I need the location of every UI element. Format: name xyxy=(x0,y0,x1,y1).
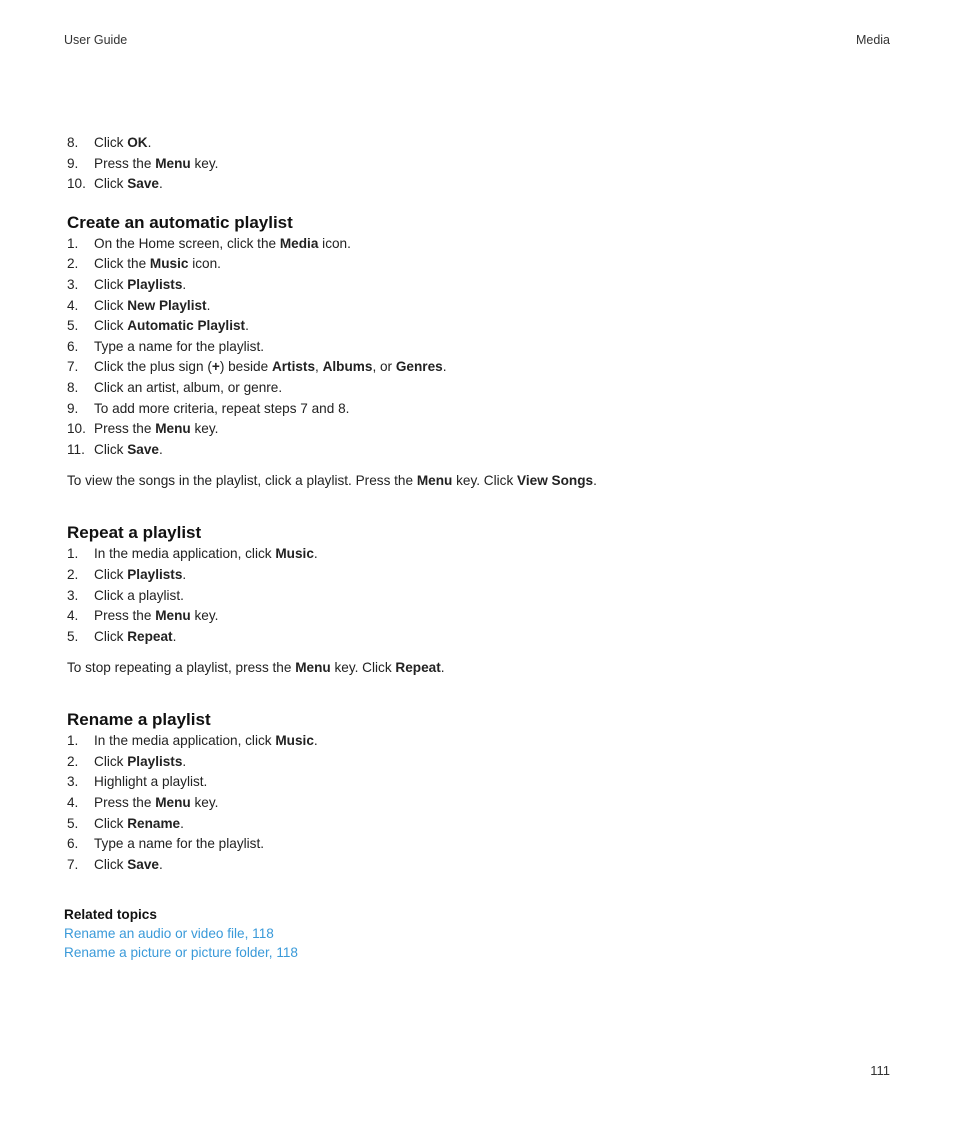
text-run: . xyxy=(245,318,249,334)
text-run: icon. xyxy=(188,256,221,272)
step-text xyxy=(94,339,264,354)
ui-term: Albums xyxy=(322,359,373,375)
step-item xyxy=(67,565,897,586)
step-item xyxy=(67,752,897,773)
step-item xyxy=(67,378,897,399)
ui-term: Repeat xyxy=(395,660,441,676)
step-number: 4. xyxy=(67,297,79,313)
running-header-title: User Guide xyxy=(64,33,128,47)
ui-term: Genres xyxy=(395,359,443,375)
running-header-section: Media xyxy=(855,33,890,47)
step-item xyxy=(67,399,897,420)
step-text xyxy=(94,857,163,872)
step-number: 4. xyxy=(67,795,79,811)
step-text xyxy=(94,318,249,333)
text-run: Press the xyxy=(94,155,156,171)
related-link-rename-audio-video[interactable]: Rename an audio or video file, 118 xyxy=(64,926,274,941)
step-item xyxy=(67,357,897,378)
step-text xyxy=(94,298,210,313)
step-item xyxy=(67,586,897,607)
text-run: Click xyxy=(94,628,128,644)
text-run: In the media application, click xyxy=(94,546,276,562)
text-run: icon. xyxy=(318,235,351,251)
text-run: Click xyxy=(94,815,128,831)
step-text xyxy=(94,795,218,810)
step-number: 5. xyxy=(67,318,79,334)
text-run: . xyxy=(182,276,187,292)
text-run: To stop repeating a playlist, press the xyxy=(67,660,296,676)
text-run: , or xyxy=(372,359,396,375)
step-item xyxy=(67,296,897,317)
text-run: . xyxy=(206,297,211,313)
ui-term: Menu xyxy=(155,421,191,437)
step-text xyxy=(94,816,184,831)
ui-term: Menu xyxy=(416,473,453,489)
step-item xyxy=(67,834,897,855)
text-run: . xyxy=(440,660,445,676)
step-text xyxy=(94,774,207,789)
step-text xyxy=(94,135,151,150)
step-text xyxy=(94,836,264,851)
section-note xyxy=(67,658,897,678)
ui-term: Save xyxy=(127,441,159,457)
text-run: . xyxy=(158,176,163,192)
step-text xyxy=(94,256,221,271)
step-list xyxy=(67,544,897,647)
text-run: . xyxy=(180,815,184,831)
step-number: 2. xyxy=(67,256,79,272)
step-list-continued xyxy=(67,133,897,195)
step-text xyxy=(94,442,163,457)
text-run: To view the songs in the playlist, click a playlist. Press the xyxy=(67,473,417,489)
ui-term: OK xyxy=(127,135,148,150)
section-rename-playlist xyxy=(67,709,897,875)
step-number: 3. xyxy=(67,587,79,603)
step-list xyxy=(67,731,897,875)
step-item xyxy=(67,814,897,835)
section-heading: Repeat a playlist xyxy=(67,523,202,543)
step-number: 3. xyxy=(67,276,79,292)
section-heading: Rename a playlist xyxy=(67,710,211,730)
text-run: Click xyxy=(94,276,128,292)
text-run: key. xyxy=(190,155,219,171)
ui-term: New Playlist xyxy=(127,297,207,313)
step-number: 7. xyxy=(67,359,79,375)
text-run: Type a name for the playlist. xyxy=(94,836,265,852)
ui-term: Music xyxy=(275,733,314,749)
text-run: Click xyxy=(94,297,128,313)
step-text xyxy=(94,546,318,561)
text-run: Click xyxy=(94,318,128,334)
step-number: 2. xyxy=(67,566,79,582)
step-item xyxy=(67,133,897,154)
text-run: key. Click xyxy=(330,660,396,676)
step-item xyxy=(67,419,897,440)
text-run: On the Home screen, click the xyxy=(94,235,280,251)
text-run: . xyxy=(593,473,597,489)
step-list xyxy=(67,234,897,461)
text-run: Click xyxy=(94,566,128,582)
step-text xyxy=(94,629,176,644)
step-item xyxy=(67,275,897,296)
ui-term: Artists xyxy=(271,359,316,375)
step-item xyxy=(67,731,897,752)
step-text xyxy=(94,359,447,374)
section-create-automatic-playlist xyxy=(67,212,897,492)
step-text xyxy=(94,401,349,416)
ui-term: Menu xyxy=(155,608,191,624)
section-note xyxy=(67,471,897,491)
text-run: Press the xyxy=(94,421,156,437)
ui-term: Menu xyxy=(155,795,191,811)
text-run: key. xyxy=(190,608,219,624)
step-item xyxy=(67,793,897,814)
step-item xyxy=(67,606,897,627)
section-heading: Create an automatic playlist xyxy=(67,212,293,232)
step-number: 5. xyxy=(67,628,79,644)
text-run: Click xyxy=(94,135,128,150)
step-number: 5. xyxy=(67,815,79,831)
step-text xyxy=(94,588,184,603)
step-item xyxy=(67,316,897,337)
text-run: ) beside xyxy=(219,359,272,375)
text-run: Press the xyxy=(94,608,156,624)
step-text xyxy=(94,567,186,582)
ui-term: Save xyxy=(127,176,159,192)
step-text xyxy=(94,236,351,251)
step-number: 3. xyxy=(67,774,79,790)
text-run: . xyxy=(313,733,318,749)
step-item xyxy=(67,174,897,195)
ui-term: + xyxy=(211,359,220,375)
step-number: 10. xyxy=(67,176,86,192)
step-number: 7. xyxy=(67,856,79,872)
step-number: 8. xyxy=(67,379,79,395)
step-item xyxy=(67,627,897,648)
section-repeat-playlist xyxy=(67,522,897,678)
ui-term: View Songs xyxy=(517,473,594,489)
step-item xyxy=(67,440,897,461)
step-text xyxy=(94,277,186,292)
text-run: Type a name for the playlist. xyxy=(94,338,265,354)
ui-term: Rename xyxy=(127,815,181,831)
ui-term: Playlists xyxy=(127,753,183,769)
step-number: 6. xyxy=(67,836,79,852)
ui-term: Music xyxy=(149,256,189,272)
text-run: . xyxy=(147,135,152,150)
step-number: 8. xyxy=(67,135,79,150)
text-run: . xyxy=(158,856,163,872)
ui-term: Music xyxy=(275,546,314,562)
main-content xyxy=(67,133,897,875)
text-run: To add more criteria, repeat steps 7 and 8. xyxy=(94,400,350,416)
step-number: 1. xyxy=(67,546,79,562)
step-number: 2. xyxy=(67,753,79,769)
step-number: 9. xyxy=(67,155,79,171)
text-run: Click xyxy=(94,176,128,192)
ui-term: Repeat xyxy=(127,628,173,644)
step-text xyxy=(94,176,163,191)
text-run: . xyxy=(313,546,318,562)
step-item xyxy=(67,772,897,793)
ui-term: Save xyxy=(127,856,159,872)
step-number: 10. xyxy=(67,421,86,437)
text-run: Click xyxy=(94,441,128,457)
step-text xyxy=(94,608,218,623)
text-run: Press the xyxy=(94,795,156,811)
step-text xyxy=(94,733,318,748)
step-text xyxy=(94,380,282,395)
step-item xyxy=(67,544,897,565)
step-number: 1. xyxy=(67,733,79,749)
text-run: key. Click xyxy=(452,473,518,489)
ui-term: Menu xyxy=(295,660,331,676)
step-number: 11. xyxy=(67,441,85,457)
text-run: Click xyxy=(94,856,128,872)
related-topics xyxy=(64,905,298,962)
text-run: Click a playlist. xyxy=(94,587,184,603)
text-run: Click an artist, album, or genre. xyxy=(94,379,283,395)
text-run: Click the plus sign ( xyxy=(94,359,212,375)
text-run: Click the xyxy=(94,256,150,272)
text-run: key. xyxy=(190,421,219,437)
related-link-rename-picture[interactable]: Rename a picture or picture folder, 118 xyxy=(64,945,298,960)
text-run: . xyxy=(172,628,177,644)
step-number: 4. xyxy=(67,608,79,624)
text-run: . xyxy=(182,566,187,582)
text-run: . xyxy=(182,753,187,769)
text-run: Highlight a playlist. xyxy=(94,774,208,790)
ui-term: Playlists xyxy=(127,566,183,582)
step-item xyxy=(67,337,897,358)
text-run: . xyxy=(158,441,163,457)
step-number: 9. xyxy=(67,400,79,416)
step-text xyxy=(94,754,186,769)
text-run: , xyxy=(315,359,323,375)
ui-term: Playlists xyxy=(127,276,183,292)
related-topics-heading: Related topics xyxy=(64,907,157,922)
step-number: 1. xyxy=(67,235,79,251)
step-item xyxy=(67,254,897,275)
step-text xyxy=(94,156,218,171)
step-item xyxy=(67,855,897,876)
text-run: key. xyxy=(190,795,219,811)
text-run: . xyxy=(442,359,447,375)
text-run: Click xyxy=(94,753,128,769)
text-run: In the media application, click xyxy=(94,733,276,749)
step-item xyxy=(67,234,897,255)
page-number: 111 xyxy=(870,1063,890,1078)
step-text xyxy=(94,421,218,436)
ui-term: Automatic Playlist xyxy=(127,318,246,334)
step-item xyxy=(67,154,897,175)
step-number: 6. xyxy=(67,338,79,354)
ui-term: Media xyxy=(279,235,319,251)
ui-term: Menu xyxy=(155,155,191,171)
